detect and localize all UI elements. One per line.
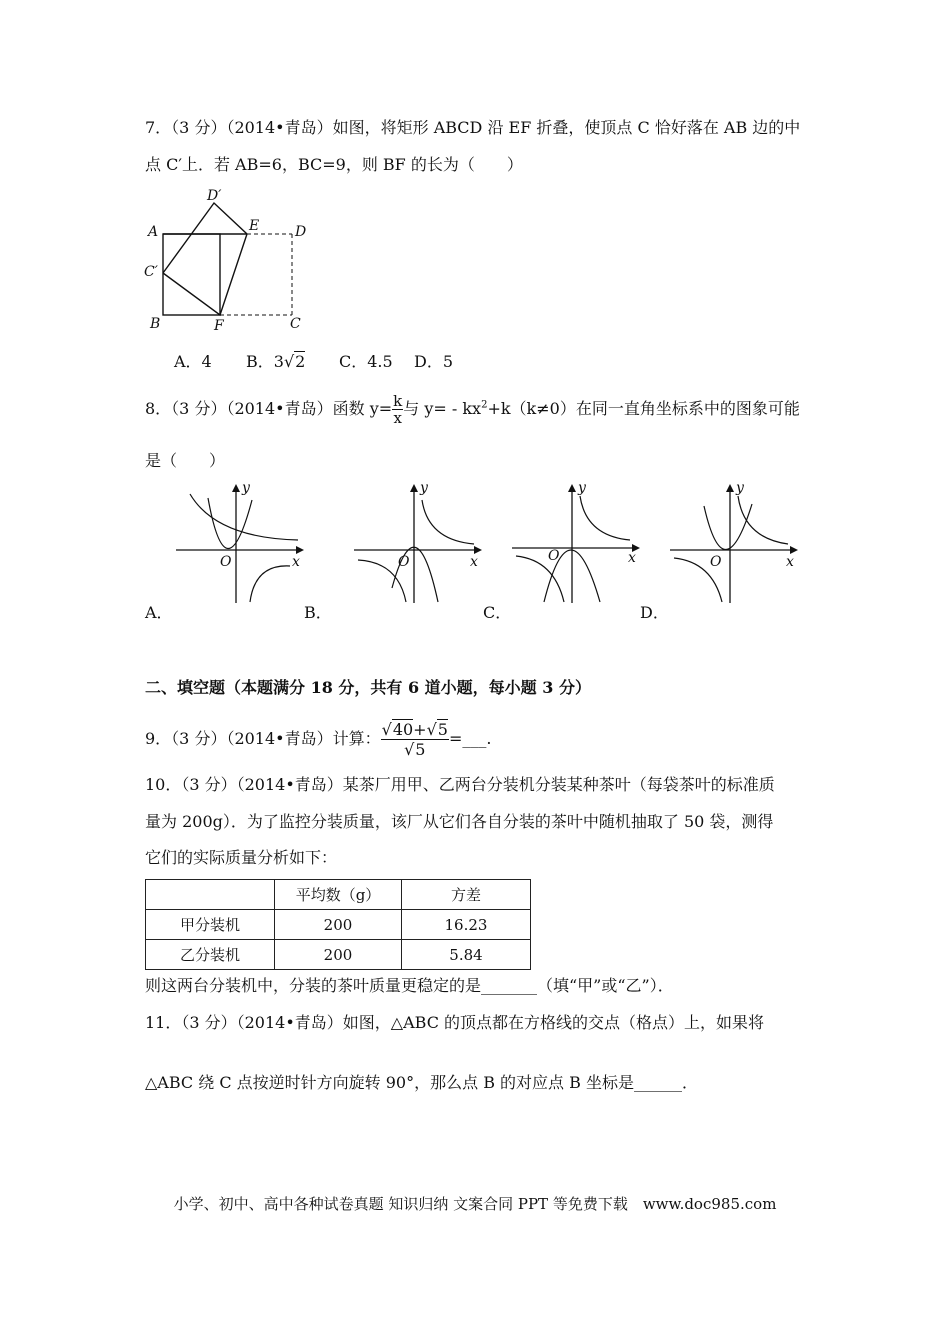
q7-text-line1: 7．（3 分）（2014•青岛）如图，将矩形 ABCD 沿 EF 折叠，使顶点 C 恰好落在 AB 边的中 [145, 118, 801, 137]
table-row [146, 910, 531, 940]
label-B: B [150, 316, 161, 332]
svg-text:O: O [398, 554, 410, 570]
q7-option-a: A．4 [174, 352, 212, 371]
table-header-row [146, 880, 531, 910]
label-D-prime: D′ [207, 188, 222, 204]
label-F: F [214, 318, 224, 334]
q7-option-d: D．5 [414, 352, 454, 371]
table-cell: 5.84 [402, 940, 531, 970]
q8-text-line1: 8．（3 分）（2014•青岛）函数 y= $\frac{k}{x}$ 与 $y= - kx^2+k(k\ne 0)$在同一直角坐标系中的图象可能 [145, 392, 800, 427]
table-header-cell [146, 880, 275, 910]
svg-text:y: y [736, 480, 744, 496]
svg-text:O: O [548, 548, 560, 564]
table-row [146, 940, 531, 970]
q8-option-d: D． [640, 603, 669, 622]
svg-text:O: O [220, 554, 232, 570]
q11-text-line2: △ABC 绕 C 点按逆时针方向旋转 90°，那么点 B 的对应点 B 坐标是______． [145, 1073, 698, 1092]
q8-text-line2: 是（ ） [145, 451, 226, 470]
svg-text:O: O [710, 554, 722, 570]
graph-c [508, 478, 648, 608]
label-D: D [295, 224, 307, 240]
svg-text:y: y [578, 480, 586, 496]
q8-option-a: A． [145, 603, 173, 622]
svg-text:y: y [420, 480, 428, 496]
page-footer: 小学、初中、高中各种试卷真题 知识归纳 文案合同 PPT 等免费下载 www.doc985.com [173, 1195, 777, 1213]
section-heading: 二、填空题（本题满分 18 分，共有 6 道小题，每小题 3 分） [145, 678, 591, 697]
q10-text-line2: 量为 200g）．为了监控分装质量，该厂从它们各自分装的茶叶中随机抽取了 50 袋，测得 [145, 812, 774, 831]
q9-text: 9．（3 分）（2014•青岛）计算： $\frac{√40+√5}{√5}$ =___. [145, 720, 492, 759]
graph-a [170, 478, 310, 608]
q11-text-line1: 11．（3 分）（2014•青岛）如图，△ABC 的顶点都在方格线的交点（格点）上，如果将 [145, 1013, 765, 1032]
table-cell: 乙分装机 [146, 940, 275, 970]
svg-text:x: x [470, 554, 478, 570]
q9-fraction: $\frac{√40+√5}{√5}$ [381, 720, 448, 759]
table-cell: 16.23 [402, 910, 531, 940]
label-A: A [148, 224, 159, 240]
table-cell: 200 [275, 910, 402, 940]
q7-figure [140, 188, 320, 336]
q7-text-line2: 点 C′上．若 AB=6，BC=9，则 BF 的长为（ ） [145, 155, 523, 174]
q10-after-table: 则这两台分装机中，分装的茶叶质量更稳定的是_______（填“甲”或“乙”）． [145, 976, 674, 995]
svg-text:x: x [628, 550, 636, 566]
q7-option-c: C．4.5 [339, 352, 393, 371]
label-C: C [290, 316, 301, 332]
table-header-cell: 方差 [402, 880, 531, 910]
graph-d [666, 478, 806, 608]
graph-b [348, 478, 488, 608]
q8-option-b: B． [304, 603, 332, 622]
svg-text:y: y [242, 480, 250, 496]
label-E: E [249, 218, 260, 234]
q10-text-line1: 10．（3 分）（2014•青岛）某茶厂用甲、乙两台分装机分装某种茶叶（每袋茶叶的标准质 [145, 775, 775, 794]
label-C-prime: C′ [144, 264, 158, 280]
folded-shape [163, 203, 247, 315]
q8-option-c: C． [483, 603, 512, 622]
q7-option-b: B．3√2 [246, 352, 306, 371]
table-header-cell: 平均数（g） [275, 880, 402, 910]
q10-text-line3: 它们的实际质量分析如下： [145, 848, 338, 867]
table-cell: 200 [275, 940, 402, 970]
table-cell: 甲分装机 [146, 910, 275, 940]
svg-text:x: x [786, 554, 794, 570]
rect-abfb [163, 234, 220, 315]
q10-data-table [145, 879, 531, 970]
svg-text:x: x [292, 554, 300, 570]
fraction-k-over-x: $\frac{k}{x}$ [393, 392, 403, 427]
